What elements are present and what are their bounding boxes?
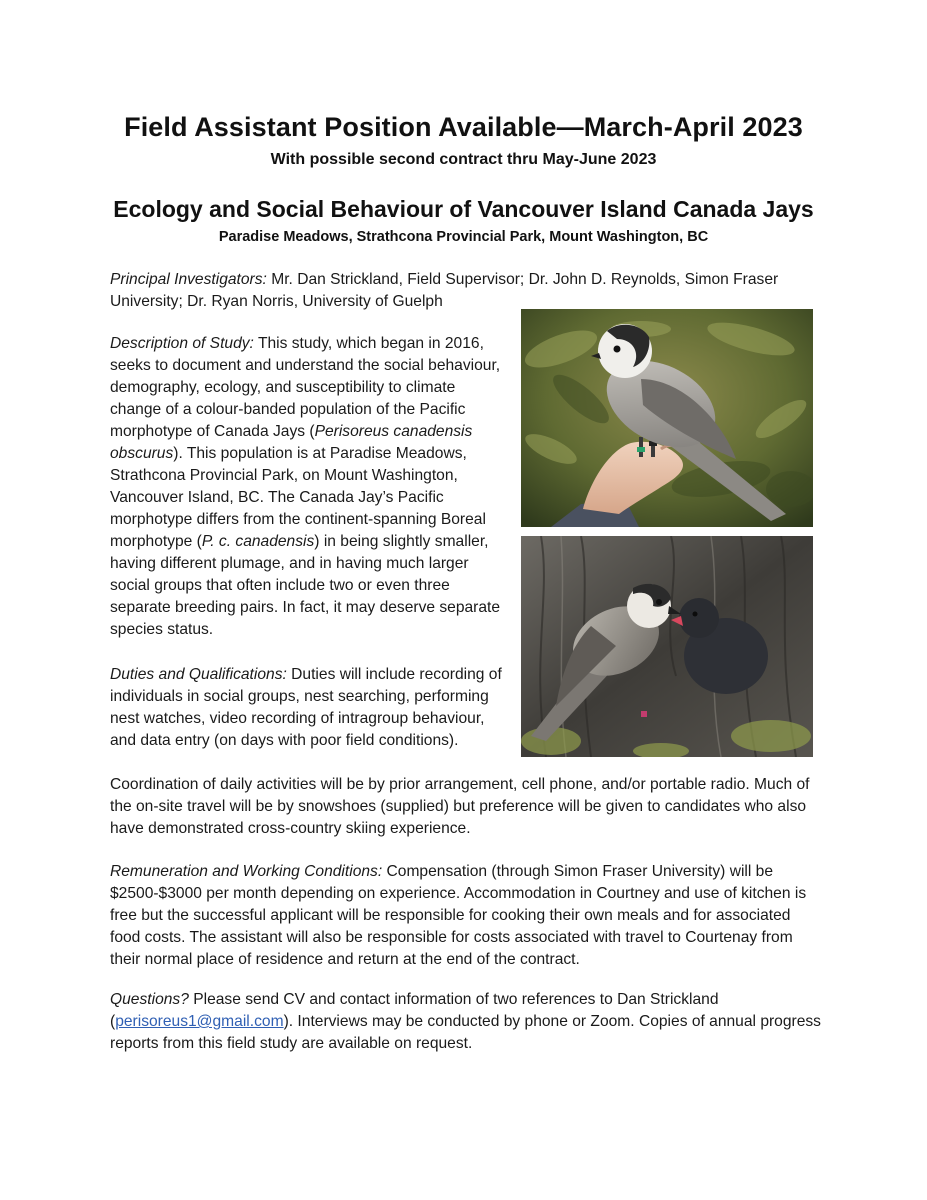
page-title: Field Assistant Position Available—March-April 2023 — [124, 112, 803, 142]
description-text-3: ) in being slightly smaller, having different plumage, and in having much larger social groups that often include two or even three separate breeding pairs. In fact, it may deserve separate species status. — [110, 533, 501, 638]
contact-email-link[interactable]: perisoreus1@gmail.com — [115, 1013, 284, 1030]
questions-label: Questions? — [110, 991, 189, 1008]
investigators-text: Mr. Dan Strickland, Field Supervisor; Dr. John D. Reynolds, Simon Fraser University; Dr. Ryan Norris, University of Guelph — [110, 271, 779, 310]
description-paragraph — [110, 333, 510, 641]
duties-text-narrow: Duties will include recording of individuals in social groups, nest searching, performing nest watches, video recording of intragroup behaviour, and data entry (on days with poor field conditions). — [110, 666, 502, 749]
questions-text-1: Please send CV and contact information of two references to Dan Strickland ( — [110, 991, 719, 1030]
questions-paragraph — [110, 989, 822, 1055]
species-name-canadensis: P. c. canadensis — [201, 533, 315, 550]
description-text-2: ). This population is at Paradise Meadows, Strathcona Provincial Park, on Mount Washington, Vancouver Island, BC. The Canada Jay’s Pacific morphotype differs from the continent-spanning Boreal morphotype ( — [110, 445, 486, 550]
jay-feeding-illustration — [521, 536, 813, 757]
jay-on-hand-illustration — [521, 309, 813, 527]
canada-jay-feeding-photo — [521, 536, 813, 757]
remuneration-paragraph — [110, 861, 822, 971]
duties-paragraph — [110, 664, 510, 752]
page-subtitle: With possible second contract thru May-June 2023 — [270, 151, 657, 168]
investigators-label: Principal Investigators: — [110, 271, 267, 288]
description-text-1: This study, which began in 2016, seeks to document and understand the social behaviour, demography, ecology, and susceptibility to climate change of a colour-banded population of the Pacific morphotype of Canada Jays ( — [110, 335, 501, 440]
project-location: Paradise Meadows, Strathcona Provincial Park, Mount Washington, BC — [218, 229, 709, 245]
investigators-paragraph — [110, 269, 822, 313]
duties-text-wide: Coordination of daily activities will be by prior arrangement, cell phone, and/or portable radio. Much of the on-site travel will be by snowshoes (supplied) but preference will be given to candidates who also have demonstrated cross-country skiing experience. — [110, 776, 810, 837]
duties-paragraph-continued — [110, 774, 822, 840]
remuneration-label: Remuneration and Working Conditions: — [110, 863, 383, 880]
project-title: Ecology and Social Behaviour of Vancouver Island Canada Jays — [113, 196, 814, 222]
species-name-obscurus: Perisoreus canadensis obscurus — [110, 423, 473, 462]
remuneration-text: Compensation (through Simon Fraser University) will be $2500-$3000 per month depending on experience. Accommodation in Courtney and use of kitchen is free but the successful applicant will be responsible for cooking their own meals and for associated food costs. The assistant will also be responsible for costs associated with travel to Courtenay from their normal place of residence and return at the end of the contract. — [110, 863, 807, 968]
description-label: Description of Study: — [110, 335, 254, 352]
duties-label: Duties and Qualifications: — [110, 666, 287, 683]
canada-jay-on-hand-photo — [521, 309, 813, 527]
questions-text-2: ). Interviews may be conducted by phone or Zoom. Copies of annual progress reports from this field study are available on request. — [110, 1013, 821, 1052]
